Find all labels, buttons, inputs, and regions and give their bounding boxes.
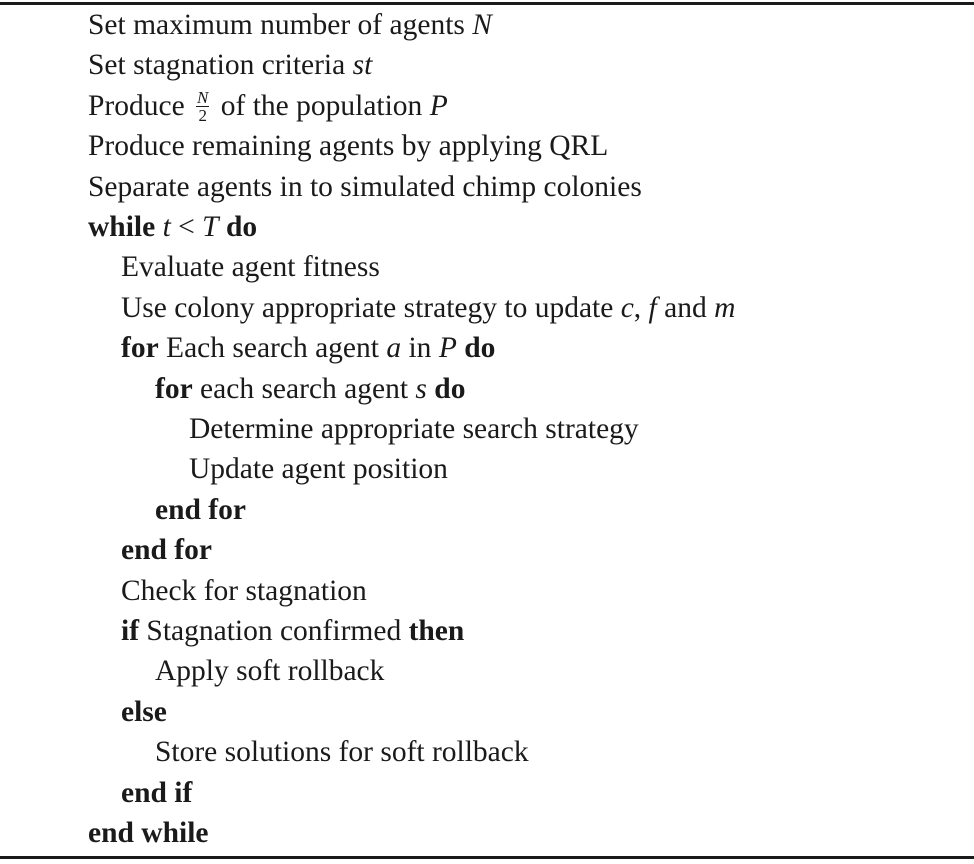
keyword: end for (155, 493, 246, 526)
keyword: while (88, 211, 156, 243)
keyword: for (121, 332, 159, 365)
algorithm-line (121, 611, 464, 651)
keyword: for (155, 372, 193, 405)
algorithm-line (121, 530, 212, 570)
line-text: Apply soft rollback (155, 655, 385, 688)
line-text: of the population (213, 89, 430, 122)
algorithm-line (88, 126, 608, 166)
algorithm-line (121, 571, 367, 611)
line-text: < (170, 211, 203, 243)
algorithm-line (155, 732, 529, 772)
line-text: , (633, 291, 649, 324)
line-text: Produce (88, 89, 193, 122)
line-text: Store solutions for soft rollback (155, 736, 529, 769)
algorithm-line (121, 288, 735, 328)
keyword: do (434, 372, 466, 405)
algorithm-line (88, 813, 208, 853)
keyword: end for (121, 534, 212, 567)
line-text: Each search agent (158, 332, 387, 365)
math-symbol: s (415, 372, 427, 405)
keyword: else (121, 695, 167, 728)
algorithm-line (155, 369, 465, 409)
math-symbol: T (202, 211, 219, 243)
algorithm-line (121, 328, 495, 368)
line-text: each search agent (192, 372, 416, 405)
algorithm-line (155, 651, 384, 691)
math-symbol: a (386, 332, 402, 365)
bottom-rule (0, 856, 974, 859)
line-text: Set maximum number of agents (88, 9, 473, 41)
math-symbol: t (162, 211, 171, 243)
line-text: Set stagnation criteria (88, 49, 353, 82)
algorithm-line (189, 449, 448, 489)
line-text: Evaluate agent fitness (121, 251, 380, 284)
line-text (219, 211, 226, 243)
math-symbol: f (648, 291, 657, 324)
algorithm-line (88, 86, 448, 126)
keyword: do (464, 332, 496, 365)
line-text: Update agent position (189, 453, 448, 486)
math-symbol: N (472, 9, 492, 41)
line-text: Use colony appropriate strategy to update (121, 291, 621, 324)
algorithm-line (88, 167, 642, 207)
algorithm-line (88, 207, 257, 247)
line-text: and (656, 291, 715, 324)
algorithm-line (189, 409, 639, 449)
line-text: Determine appropriate search strategy (189, 413, 639, 445)
algorithm-line (155, 490, 246, 530)
math-symbol: c (620, 291, 634, 324)
line-text: in (401, 332, 439, 365)
keyword: do (225, 211, 258, 243)
math-symbol: m (714, 291, 736, 324)
keyword: then (408, 615, 465, 647)
fraction-denominator: 2 (198, 105, 207, 125)
math-symbol: P (438, 332, 457, 365)
algorithm-line (121, 247, 380, 287)
line-text: Check for stagnation (121, 574, 367, 607)
algorithm-line (88, 5, 492, 45)
line-text: Stagnation confirmed (139, 615, 409, 647)
line-text (155, 211, 162, 243)
fraction (196, 89, 209, 124)
keyword: if (121, 615, 140, 647)
keyword: end while (88, 817, 209, 849)
keyword: end if (121, 776, 193, 809)
algorithm-line (88, 45, 372, 85)
line-text: Separate agents in to simulated chimp colonies (88, 170, 642, 203)
math-symbol: P (429, 89, 448, 122)
line-text: Produce remaining agents by applying QRL (88, 130, 609, 163)
math-symbol: st (352, 49, 373, 82)
algorithm-line (121, 692, 167, 732)
fraction-numerator: N (197, 87, 209, 107)
algorithm-line (121, 773, 192, 813)
